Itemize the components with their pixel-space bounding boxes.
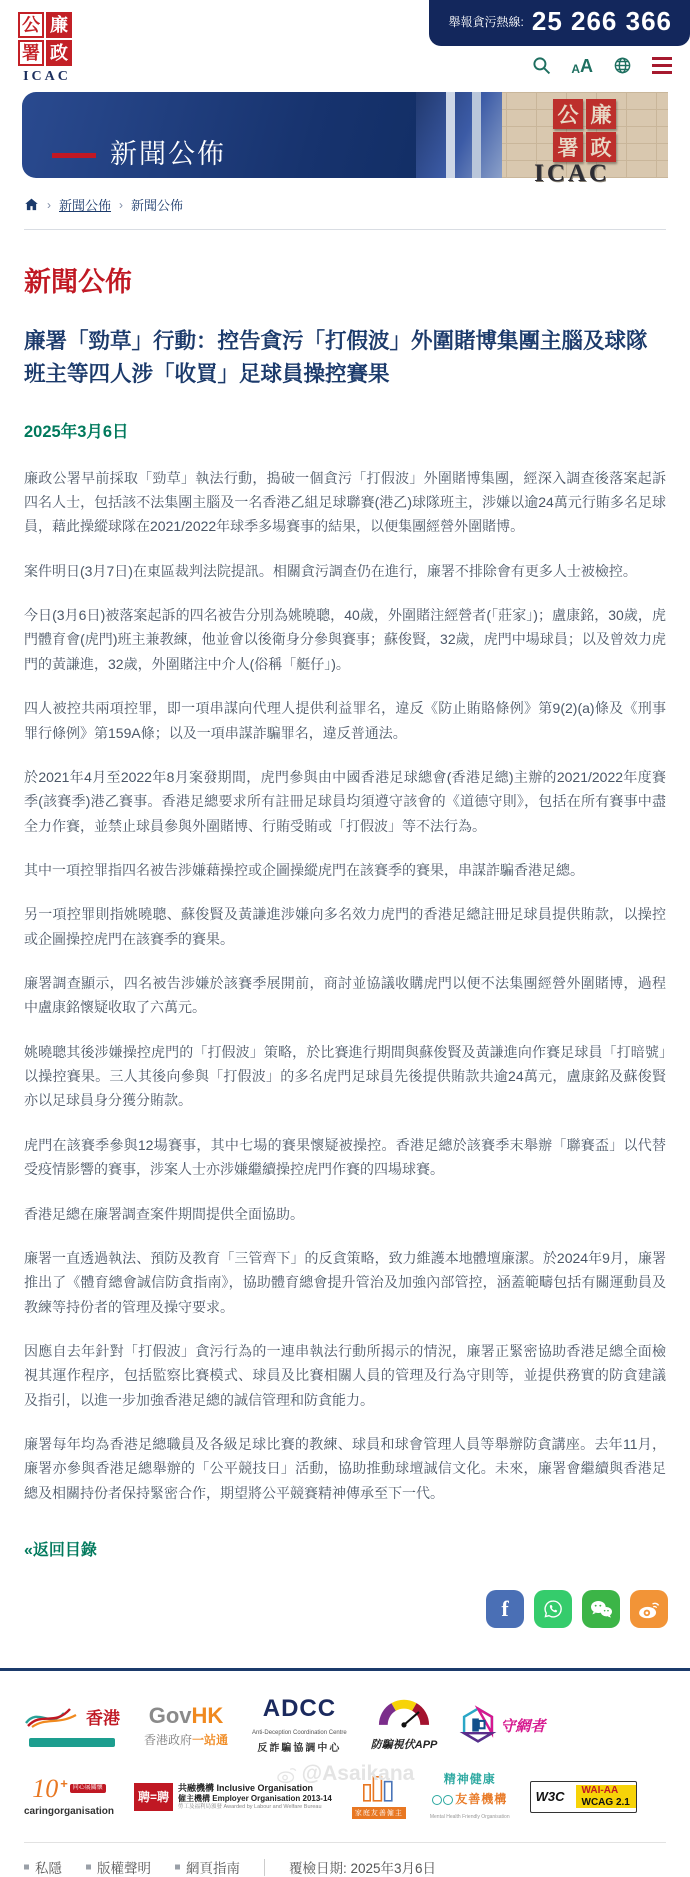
- search-icon[interactable]: [532, 56, 551, 75]
- hotline-label: 舉報貪污熱線:: [448, 15, 524, 29]
- wcag-conformance-badge[interactable]: W3C WAI-AA WCAG 2.1: [530, 1781, 637, 1813]
- facebook-icon: f: [501, 1596, 509, 1622]
- share-weibo-button[interactable]: [630, 1590, 668, 1628]
- building-seal-icon: 公 廉 署 政: [553, 99, 616, 162]
- breadcrumb-separator: ›: [119, 197, 124, 212]
- seal-char: 政: [46, 40, 72, 66]
- building-window: [472, 92, 481, 178]
- site-header: [0, 0, 690, 92]
- article-date: 2025年3月6日: [24, 422, 129, 441]
- divider: [24, 229, 666, 230]
- building-glass-wall: [416, 92, 502, 178]
- scameter-app-logo[interactable]: 防騙視伏APP: [371, 1699, 438, 1752]
- icac-building-photo: [416, 92, 668, 187]
- article-paragraph: 香港足總在廉署調查案件期間提供全面協助。: [24, 1205, 304, 1222]
- whatsapp-icon: [542, 1598, 564, 1620]
- article-paragraph: 廉署調查顯示，四名被告涉嫌於該賽季展開前，商討並協議收購虎門以便不法集團經營外圍賭博，過程中盧康銘懷疑收取了六萬元。: [24, 975, 666, 1016]
- article-paragraph: 案件明日(3月7日)在東區裁判法院提訊。相關貪污調查仍在進行，廉署不排除會有更多人士被檢控。: [24, 562, 637, 579]
- adcc-logo[interactable]: ADCC Anti-Deception Coordination Centre 反詐騙協調中心: [252, 1695, 347, 1755]
- icac-seal-icon: [18, 12, 76, 66]
- bottom-divider: [24, 1842, 666, 1843]
- article-paragraph: 今日(3月6日)被落案起訴的四名被告分別為姚曉聰，40歲，外圍賭注經營者(「莊家」)；盧康銘，30歲，虎門體育會(虎門)班主兼教練，他並會以後衛身分參與賽事；蘇俊賢，32歲，虎門中場球員；以及曾效力虎門的黃謙進，32歲，外圍賭注中介人(俗稱「艇仔」)。: [24, 607, 666, 672]
- page-title: 新聞公佈: [24, 267, 132, 297]
- wechat-icon: [589, 1599, 613, 1619]
- article-paragraph: 其中一項控罪指四名被告涉嫌藉操控或企圖操縱虎門在該賽季的賽果，串謀詐騙香港足總。: [24, 861, 584, 878]
- caring-organisation-logo[interactable]: 10 + 同心展關懷 caringorganisation: [24, 1773, 115, 1817]
- seal-char: 公: [18, 12, 44, 38]
- share-whatsapp-button[interactable]: [534, 1590, 572, 1628]
- hero-banner: [22, 92, 668, 187]
- watermark: @Asaikana: [0, 1762, 690, 1786]
- weibo-watermark-icon: [276, 1764, 298, 1784]
- vertical-divider: [264, 1859, 265, 1876]
- article-paragraph: 因應自去年針對「打假波」貪污行為的一連串執法行動所揭示的情況，廉署正緊密協助香港足總全面檢視其運作程序，包括監察比賽模式、球員及比賽相關人員的管理及行為守則等，並提供務實的防貪建議及指引，以進一步加強香港足總的誠信管理和防貪能力。: [24, 1342, 666, 1408]
- cyberdefender-logo[interactable]: 守網者: [461, 1707, 545, 1743]
- breadcrumb: [24, 195, 666, 214]
- breadcrumb-link-news[interactable]: 新聞公佈: [59, 198, 112, 213]
- hero-red-dash: [52, 153, 96, 158]
- article-paragraph: 虎門在該賽季參與12場賽事，其中七場的賽果懷疑被操控。香港足總於該賽季末舉辦「聯賽盃」以代替受疫情影響的賽事，涉案人士亦涉嫌繼續操控虎門作賽的四場球賽。: [24, 1136, 666, 1178]
- footer-divider: [0, 1668, 690, 1671]
- article-paragraph: 廉署每年均為香港足總職員及各級足球比賽的教練、球員和球會管理人員等舉辦防貪講座。去年11月，廉署亦參與香港足總舉辦的「公平競技日」活動，協助推動球壇誠信文化。未來，廉署會繼續與香港足總及相關持份者保持緊密合作，期望將公平競賽精神傳承至下一代。: [24, 1436, 666, 1501]
- brandhk-banner: [29, 1738, 115, 1747]
- footer-logo-row-1: [24, 1695, 666, 1755]
- article-paragraph: 廉署一直透過執法、預防及教育「三管齊下」的反貪策略，致力維護本地體壇廉潔。於2024年9月，廉署推出了《體育總會誠信防貪指南》，協助體育總會提升管治及加強內部管控，涵蓋範疇包括有關運動員及教練等持份者的管理及操守要求。: [24, 1249, 666, 1315]
- hero-title: 新聞公佈: [110, 139, 226, 169]
- hero-title-block: [22, 92, 226, 178]
- cyberdefender-hexagon-icon: [461, 1707, 495, 1743]
- home-icon[interactable]: [24, 197, 39, 212]
- back-to-index-link[interactable]: «返回目錄: [24, 1542, 97, 1560]
- icac-acronym: ICAC: [23, 69, 71, 84]
- privacy-link[interactable]: 私隱: [24, 1857, 62, 1877]
- article-title: 廉署「勁草」行動：控告貪污「打假波」外圍賭博集團主腦及球隊班主等四人涉「收買」足球員操控賽果: [24, 329, 648, 387]
- hotline-banner: [429, 0, 690, 46]
- revision-date: 覆檢日期: 2025年3月6日: [289, 1861, 437, 1877]
- font-size-icon[interactable]: A A: [571, 55, 593, 76]
- brandhk-label: 香港: [86, 1709, 120, 1729]
- share-button-row: [22, 1590, 668, 1628]
- article-paragraph: 四人被控共兩項控罪，即一項串謀向代理人提供利益罪名，違反《防止賄賂條例》第9(2)(a)條及《刑事罪行條例》第159A條；以及一項串謀詐騙罪名，違反普通法。: [24, 700, 666, 741]
- scameter-gauge-icon: [378, 1699, 430, 1729]
- building-icac-letters: ICAC: [534, 160, 610, 187]
- article-paragraph: 另一項控罪則指姚曉聰、蘇俊賢及黃謙進涉嫌向多名效力虎門的香港足總註冊足球員提供賄款，以操控或企圖操控虎門在該賽季的賽果。: [24, 906, 666, 947]
- article-paragraph: 廉政公署早前採取「勁草」執法行動，搗破一個貪污「打假波」外圍賭博集團，經深入調查後落案起訴四名人士，包括該不法集團主腦及一名香港乙組足球聯賽(港乙)球隊班主，涉嫌以逾24萬元行賄多名足球員，藉此操縱球隊在2021/2022年球季多場賽事的結果，以便集團經營外圍賭博。: [24, 469, 666, 535]
- govhk-logo[interactable]: GovHK 香港政府一站通: [144, 1702, 229, 1747]
- brand-hongkong-logo[interactable]: [24, 1703, 120, 1747]
- breadcrumb-separator: ›: [47, 197, 51, 212]
- building-window: [446, 92, 455, 178]
- share-wechat-button[interactable]: [582, 1590, 620, 1628]
- sitemap-link[interactable]: 網頁指南: [175, 1857, 240, 1877]
- header-quick-icons: [532, 56, 672, 75]
- icac-logo[interactable]: [18, 12, 76, 85]
- weibo-icon: [637, 1598, 661, 1620]
- article-paragraph: 姚曉聰其後涉嫌操控虎門的「打假波」策略，於比賽進行期間與蘇俊賢及黃謙進向作賽足球員「打暗號」以操控賽果。三人其後向參與「打假波」的多名虎門足球員先後提供賄款共逾24萬元，盧康銘及蘇俊賢亦以足球員身分獲分賄款。: [24, 1043, 666, 1109]
- mental-health-friendly-logo[interactable]: 精神健康 友善機構 Mental Health Friendly Organisation: [429, 1772, 510, 1820]
- inclusive-organisation-logo[interactable]: 聘=聘 共融機構 Inclusive Organisation 僱主機構 Employer Organisation 2013-14 勞工及福利局頒發 Awarded by Labour and Welfare Bureau: [134, 1783, 332, 1811]
- footer-links-bar: [24, 1857, 666, 1877]
- hotline-number: 25 266 366: [531, 6, 672, 36]
- article-body: [24, 466, 666, 1506]
- language-globe-icon[interactable]: [613, 56, 632, 75]
- family-friendly-employer-logo[interactable]: 家庭友善僱主: [352, 1775, 406, 1819]
- brandhk-ribbon-icon: [24, 1703, 82, 1729]
- seal-char: 署: [18, 40, 44, 66]
- share-facebook-button[interactable]: [486, 1590, 524, 1628]
- glasses-icon: [432, 1795, 453, 1805]
- seal-char: 廉: [46, 12, 72, 38]
- menu-icon[interactable]: [652, 57, 672, 74]
- breadcrumb-current: 新聞公佈: [131, 198, 184, 213]
- copyright-link[interactable]: 版權聲明: [86, 1857, 151, 1877]
- article-paragraph: 於2021年4月至2022年8月案發期間，虎門參與由中國香港足球總會(香港足總)主辦的2021/2022年度賽季(該賽季)港乙賽事。香港足總要求所有註冊足球員均須遵守該會的《道德守則》，包括在所有賽事中盡全力作賽，並禁止球員參與外圍賭博、行賄受賄或「打假波」等不法行為。: [24, 768, 666, 834]
